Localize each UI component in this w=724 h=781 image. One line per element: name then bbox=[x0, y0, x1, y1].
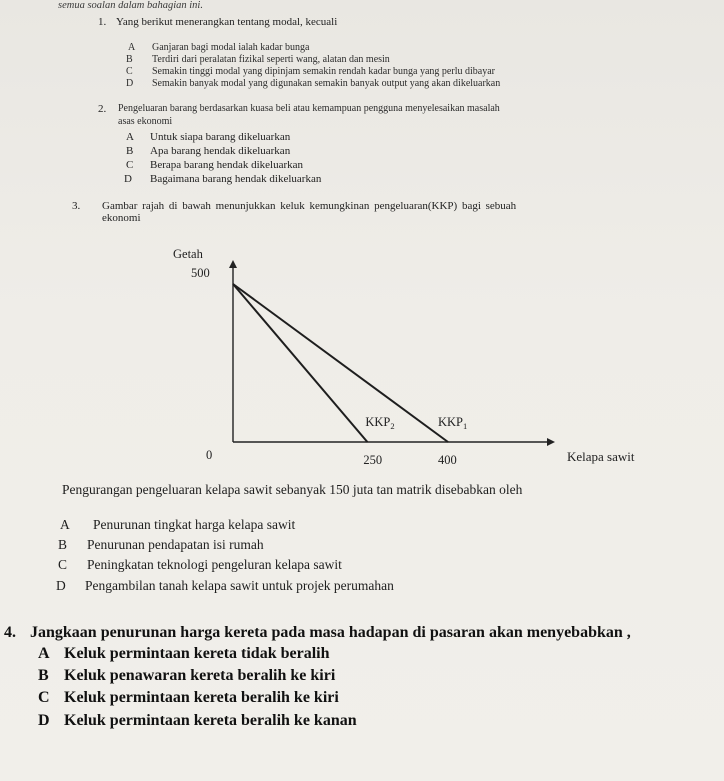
q3-option-a-text: Penurunan tingkat harga kelapa sawit bbox=[93, 517, 296, 532]
x-axis-arrow bbox=[547, 438, 555, 446]
q1-option-a-text: Ganjaran bagi modal ialah kadar bunga bbox=[152, 42, 310, 53]
q3-stem-line2: ekonomi bbox=[102, 212, 141, 224]
x-axis-label: Kelapa sawit bbox=[567, 449, 635, 464]
q2-option-c-text: Berapa barang hendak dikeluarkan bbox=[150, 159, 304, 171]
origin-label: 0 bbox=[206, 448, 213, 462]
q3-option-c-text: Peningkatan teknologi pengeluran kelapa sawit bbox=[87, 557, 342, 572]
q3-option-a-letter: A bbox=[60, 517, 70, 532]
q1-option-c-letter: C bbox=[126, 66, 133, 77]
q1-option-d-letter: D bbox=[126, 78, 134, 89]
q4-option-a-text: Keluk permintaan kereta tidak beralih bbox=[64, 645, 330, 662]
kkp1-curve bbox=[233, 284, 448, 442]
q4-option-a-letter: A bbox=[38, 645, 50, 662]
q4-option-b-letter: B bbox=[38, 667, 49, 684]
q3-stem-line1: Gambar rajah di bawah menunjukkan keluk kemungkinan pengeluaran(KKP) bagi sebuah bbox=[102, 200, 517, 212]
q2-option-c-letter: C bbox=[126, 159, 134, 171]
y-tick-label-500: 500 bbox=[191, 266, 210, 280]
header-instruction: semua soalan dalam bahagian ini. bbox=[58, 0, 203, 11]
q1-option-d-text: Semakin banyak modal yang digunakan semakin banyak output yang akan dikeluarkan bbox=[152, 78, 501, 89]
q2-option-d-letter: D bbox=[124, 173, 132, 185]
y-axis-arrow bbox=[229, 260, 237, 268]
q4-option-c-text: Keluk permintaan kereta beralih ke kiri bbox=[64, 689, 339, 706]
y-axis-label: Getah bbox=[173, 246, 203, 261]
q1-stem-text: Yang berikut menerangkan tentang modal, kecuali bbox=[116, 16, 338, 28]
x-tick-label-400: 400 bbox=[438, 453, 457, 467]
x-tick-label-250: 250 bbox=[363, 453, 383, 467]
q3-option-d-text: Pengambilan tanah kelapa sawit untuk projek perumahan bbox=[85, 578, 394, 593]
q2-stem-line1: Pengeluaran barang berdasarkan kuasa beli atau kemampuan pengguna menyelesaikan masalah bbox=[118, 103, 500, 114]
q3-option-b-letter: B bbox=[58, 537, 68, 552]
q2-option-b-letter: B bbox=[126, 145, 134, 157]
q4-option-c-letter: C bbox=[38, 689, 50, 706]
kkp1-label: $KKP_1$ bbox=[438, 415, 468, 431]
kkp2-label: $KKP_2$ bbox=[365, 415, 395, 431]
q1-option-c-text: Semakin tinggi modal yang dipinjam semakin rendah kadar bunga yang perlu dibayar bbox=[152, 66, 495, 77]
q1-number: 1. bbox=[98, 16, 107, 28]
kkp2-curve bbox=[233, 284, 367, 442]
q3-question: Pengurangan pengeluaran kelapa sawit sebanyak 150 juta tan matrik disebabkan oleh bbox=[62, 482, 523, 497]
q1-option-b-text: Terdiri dari peralatan fizikal seperti wang, alatan dan mesin bbox=[152, 54, 390, 65]
q3-option-b-text: Penurunan pendapatan isi rumah bbox=[87, 537, 264, 552]
q1-option-b-letter: B bbox=[126, 54, 133, 65]
q1-option-a-letter: A bbox=[128, 42, 136, 53]
q4-option-d-letter: D bbox=[38, 712, 50, 729]
q2-number: 2. bbox=[98, 103, 107, 115]
q3-option-d-letter: D bbox=[56, 578, 66, 593]
q4-number: 4. bbox=[4, 624, 16, 641]
ppf-chart bbox=[0, 230, 724, 490]
q4-option-d-text: Keluk permintaan kereta beralih ke kanan bbox=[64, 712, 357, 729]
q2-stem-line2: asas ekonomi bbox=[118, 116, 173, 127]
q4-option-b-text: Keluk penawaran kereta beralih ke kiri bbox=[64, 667, 336, 684]
q2-option-a-letter: A bbox=[126, 131, 134, 143]
q4-stem: Jangkaan penurunan harga kereta pada masa hadapan di pasaran akan menyebabkan , bbox=[30, 624, 631, 641]
q2-option-b-text: Apa barang hendak dikeluarkan bbox=[150, 145, 291, 157]
q3-number: 3. bbox=[72, 200, 81, 212]
q3-option-c-letter: C bbox=[58, 557, 68, 572]
q2-option-d-text: Bagaimana barang hendak dikeluarkan bbox=[150, 173, 322, 185]
q2-option-a-text: Untuk siapa barang dikeluarkan bbox=[150, 131, 291, 143]
q1-stem bbox=[116, 16, 337, 28]
